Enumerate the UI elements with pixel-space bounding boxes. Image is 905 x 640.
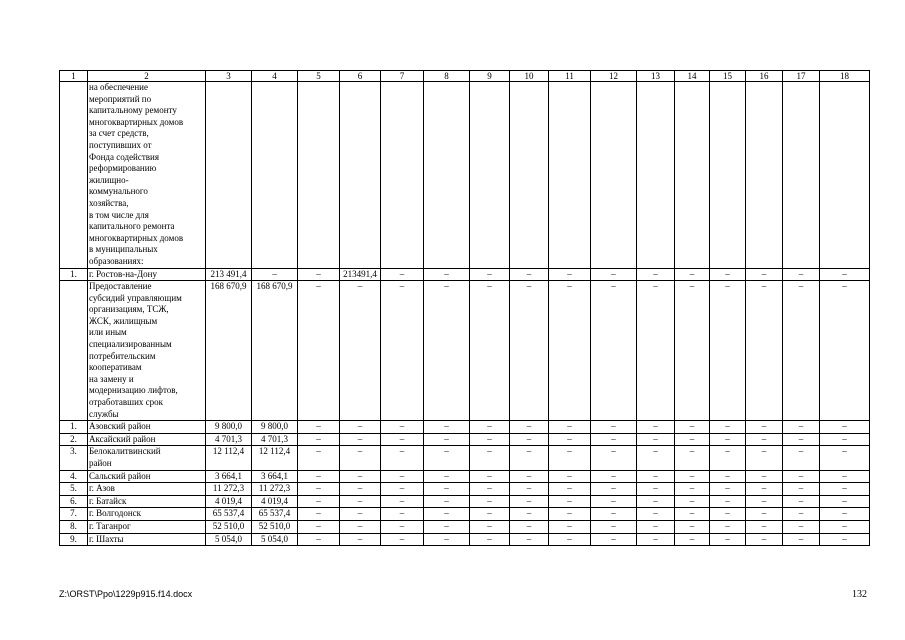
value-cell <box>783 82 820 269</box>
value-cell: – <box>675 470 710 483</box>
value-cell: – <box>591 268 637 281</box>
value-cell: 3 664,1 <box>252 470 298 483</box>
row-name-cell: г. Батайск <box>88 495 206 508</box>
row-name-cell: Азовский район <box>88 421 206 434</box>
value-cell: – <box>710 533 746 546</box>
row-number-cell: 3. <box>60 446 88 470</box>
value-cell <box>298 82 340 269</box>
value-cell <box>675 82 710 269</box>
value-cell: – <box>710 421 746 434</box>
value-cell: – <box>591 433 637 446</box>
table-row <box>60 508 870 521</box>
value-cell: – <box>637 520 675 533</box>
table-row <box>60 495 870 508</box>
value-cell <box>381 82 424 269</box>
value-cell: – <box>820 433 870 446</box>
value-cell: – <box>298 446 340 470</box>
value-cell: – <box>820 533 870 546</box>
row-number-cell: 2. <box>60 433 88 446</box>
row-number-cell: 8. <box>60 520 88 533</box>
header-cell: 9 <box>470 71 510 82</box>
value-cell: – <box>637 508 675 521</box>
value-cell: – <box>549 533 591 546</box>
value-cell: – <box>510 268 549 281</box>
value-cell: – <box>820 281 870 421</box>
value-cell: – <box>820 446 870 470</box>
value-cell <box>252 82 298 269</box>
value-cell: – <box>470 520 510 533</box>
value-cell: – <box>549 446 591 470</box>
value-cell: – <box>549 421 591 434</box>
header-cell: 8 <box>424 71 470 82</box>
row-name-cell: г. Ростов-на-Дону <box>88 268 206 281</box>
value-cell: – <box>820 483 870 496</box>
value-cell <box>710 82 746 269</box>
value-cell: – <box>549 433 591 446</box>
row-number-cell: 6. <box>60 495 88 508</box>
value-cell: – <box>710 470 746 483</box>
value-cell: 12 112,4 <box>252 446 298 470</box>
value-cell: – <box>340 470 381 483</box>
value-cell: – <box>470 268 510 281</box>
value-cell: – <box>591 446 637 470</box>
table-row <box>60 433 870 446</box>
table-row <box>60 446 870 470</box>
value-cell: – <box>675 520 710 533</box>
value-cell: – <box>675 281 710 421</box>
value-cell <box>340 82 381 269</box>
table-row <box>60 268 870 281</box>
value-cell: – <box>746 433 783 446</box>
row-name-cell: г. Азов <box>88 483 206 496</box>
value-cell: – <box>783 495 820 508</box>
value-cell: – <box>591 533 637 546</box>
value-cell: – <box>381 421 424 434</box>
value-cell: – <box>820 495 870 508</box>
value-cell: – <box>746 421 783 434</box>
row-name-cell: г. Шахты <box>88 533 206 546</box>
row-name-cell: Аксайский район <box>88 433 206 446</box>
header-cell: 11 <box>549 71 591 82</box>
value-cell: – <box>424 508 470 521</box>
header-cell: 4 <box>252 71 298 82</box>
value-cell: – <box>298 421 340 434</box>
value-cell: 4 701,3 <box>252 433 298 446</box>
value-cell: – <box>591 520 637 533</box>
value-cell: – <box>510 483 549 496</box>
value-cell <box>746 82 783 269</box>
value-cell: – <box>591 421 637 434</box>
row-name-cell: Белокалитвинский район <box>88 446 206 470</box>
value-cell: – <box>381 495 424 508</box>
value-cell: 9 800,0 <box>206 421 252 434</box>
value-cell: – <box>381 483 424 496</box>
value-cell: – <box>746 470 783 483</box>
value-cell: – <box>298 520 340 533</box>
value-cell <box>549 82 591 269</box>
value-cell: – <box>710 483 746 496</box>
value-cell: – <box>637 281 675 421</box>
value-cell: – <box>637 268 675 281</box>
value-cell: 4 019,4 <box>206 495 252 508</box>
header-cell: 12 <box>591 71 637 82</box>
value-cell: – <box>424 281 470 421</box>
value-cell: – <box>675 446 710 470</box>
value-cell: – <box>746 483 783 496</box>
value-cell: – <box>424 446 470 470</box>
value-cell: – <box>746 281 783 421</box>
value-cell: – <box>675 495 710 508</box>
value-cell: 52 510,0 <box>252 520 298 533</box>
value-cell: – <box>470 446 510 470</box>
value-cell: – <box>820 470 870 483</box>
value-cell: – <box>675 421 710 434</box>
value-cell: – <box>783 281 820 421</box>
value-cell: – <box>820 508 870 521</box>
value-cell: – <box>675 268 710 281</box>
value-cell: – <box>381 446 424 470</box>
table-row <box>60 421 870 434</box>
value-cell: – <box>549 508 591 521</box>
value-cell: – <box>470 533 510 546</box>
header-cell: 6 <box>340 71 381 82</box>
value-cell: – <box>675 433 710 446</box>
value-cell: – <box>637 533 675 546</box>
value-cell: – <box>510 533 549 546</box>
value-cell: – <box>783 483 820 496</box>
value-cell: – <box>820 520 870 533</box>
value-cell: – <box>381 520 424 533</box>
value-cell: 52 510,0 <box>206 520 252 533</box>
header-cell: 16 <box>746 71 783 82</box>
value-cell: – <box>381 533 424 546</box>
page-number: 132 <box>852 589 867 600</box>
value-cell: 3 664,1 <box>206 470 252 483</box>
row-number-cell: 1. <box>60 421 88 434</box>
row-number-cell <box>60 82 88 269</box>
table-header-row <box>60 71 870 82</box>
row-name-cell: г. Таганрог <box>88 520 206 533</box>
header-cell: 17 <box>783 71 820 82</box>
value-cell: – <box>746 508 783 521</box>
value-cell: – <box>746 446 783 470</box>
value-cell: 9 800,0 <box>252 421 298 434</box>
value-cell: – <box>549 470 591 483</box>
table-row <box>60 483 870 496</box>
value-cell: 65 537,4 <box>252 508 298 521</box>
row-number-cell <box>60 281 88 421</box>
value-cell: – <box>710 508 746 521</box>
value-cell: 168 670,9 <box>252 281 298 421</box>
value-cell: – <box>783 520 820 533</box>
value-cell: – <box>510 281 549 421</box>
value-cell: – <box>381 268 424 281</box>
value-cell: – <box>591 483 637 496</box>
header-cell: 13 <box>637 71 675 82</box>
value-cell: – <box>675 533 710 546</box>
value-cell <box>591 82 637 269</box>
value-cell: – <box>710 495 746 508</box>
value-cell: – <box>591 495 637 508</box>
value-cell: – <box>424 268 470 281</box>
value-cell: – <box>710 520 746 533</box>
value-cell <box>206 82 252 269</box>
value-cell: – <box>510 508 549 521</box>
value-cell: – <box>783 446 820 470</box>
value-cell: – <box>675 483 710 496</box>
value-cell: 168 670,9 <box>206 281 252 421</box>
value-cell: – <box>820 421 870 434</box>
value-cell: 4 019,4 <box>252 495 298 508</box>
value-cell: – <box>549 268 591 281</box>
value-cell: – <box>424 483 470 496</box>
value-cell: – <box>710 268 746 281</box>
value-cell: – <box>340 281 381 421</box>
value-cell: – <box>549 520 591 533</box>
value-cell: – <box>340 520 381 533</box>
value-cell: – <box>252 268 298 281</box>
value-cell: – <box>510 421 549 434</box>
value-cell: – <box>510 495 549 508</box>
value-cell: – <box>510 433 549 446</box>
value-cell: – <box>381 470 424 483</box>
value-cell: – <box>340 495 381 508</box>
value-cell: – <box>746 520 783 533</box>
header-cell: 7 <box>381 71 424 82</box>
value-cell: – <box>298 470 340 483</box>
value-cell: – <box>298 483 340 496</box>
table-row <box>60 533 870 546</box>
value-cell: – <box>340 446 381 470</box>
value-cell: – <box>510 520 549 533</box>
value-cell: – <box>746 495 783 508</box>
value-cell: – <box>783 470 820 483</box>
value-cell: – <box>549 495 591 508</box>
header-cell: 18 <box>820 71 870 82</box>
value-cell: – <box>637 433 675 446</box>
value-cell: 4 701,3 <box>206 433 252 446</box>
value-cell: – <box>510 446 549 470</box>
value-cell: – <box>470 508 510 521</box>
row-number-cell: 9. <box>60 533 88 546</box>
value-cell: – <box>746 533 783 546</box>
value-cell: – <box>340 433 381 446</box>
table-row <box>60 82 870 269</box>
table-row <box>60 281 870 421</box>
value-cell <box>637 82 675 269</box>
value-cell: – <box>424 433 470 446</box>
value-cell: – <box>591 281 637 421</box>
value-cell: 11 272,3 <box>206 483 252 496</box>
value-cell: – <box>298 533 340 546</box>
value-cell <box>424 82 470 269</box>
value-cell: – <box>381 508 424 521</box>
value-cell: – <box>637 446 675 470</box>
value-cell: – <box>298 495 340 508</box>
value-cell: – <box>637 483 675 496</box>
value-cell: – <box>470 281 510 421</box>
value-cell: – <box>298 508 340 521</box>
row-number-cell: 5. <box>60 483 88 496</box>
value-cell: – <box>675 508 710 521</box>
value-cell: – <box>783 433 820 446</box>
value-cell: – <box>424 520 470 533</box>
header-cell: 3 <box>206 71 252 82</box>
table-row <box>60 520 870 533</box>
value-cell: – <box>340 421 381 434</box>
value-cell: – <box>746 268 783 281</box>
value-cell: 5 054,0 <box>252 533 298 546</box>
value-cell: 11 272,3 <box>252 483 298 496</box>
row-number-cell: 4. <box>60 470 88 483</box>
value-cell: – <box>424 421 470 434</box>
header-cell: 10 <box>510 71 549 82</box>
value-cell: – <box>783 508 820 521</box>
row-name-cell: Сальский район <box>88 470 206 483</box>
value-cell: – <box>783 533 820 546</box>
value-cell: – <box>710 281 746 421</box>
value-cell: – <box>470 421 510 434</box>
value-cell: – <box>470 495 510 508</box>
header-cell: 2 <box>88 71 206 82</box>
value-cell: – <box>381 433 424 446</box>
value-cell: – <box>710 446 746 470</box>
row-number-cell: 1. <box>60 268 88 281</box>
value-cell <box>470 82 510 269</box>
row-number-cell: 7. <box>60 508 88 521</box>
value-cell: – <box>470 483 510 496</box>
row-name-cell: г. Волгодонск <box>88 508 206 521</box>
value-cell: – <box>298 268 340 281</box>
row-name-cell: на обеспечение мероприятий по капитальному ремонту многоквартирных домов за счет средств, поступивших от Фонда содействия реформированию жилищно- коммунального хозяйства, в том числе для капитального ремонта многоквартирных домов в муниципальных образованиях: <box>88 82 206 269</box>
value-cell: – <box>424 470 470 483</box>
table-row <box>60 470 870 483</box>
value-cell: 213491,4 <box>340 268 381 281</box>
budget-table <box>59 70 870 546</box>
value-cell <box>820 82 870 269</box>
value-cell: – <box>424 495 470 508</box>
row-name-cell: Предоставление субсидий управляющим организациям, ТСЖ, ЖСК, жилищным или иным специализированным потребительским кооперативам на замену и модернизацию лифтов, отработавших срок службы <box>88 281 206 421</box>
value-cell: – <box>637 495 675 508</box>
value-cell: – <box>637 421 675 434</box>
value-cell: – <box>381 281 424 421</box>
value-cell: – <box>591 470 637 483</box>
value-cell: – <box>591 508 637 521</box>
header-cell: 5 <box>298 71 340 82</box>
value-cell: 65 537,4 <box>206 508 252 521</box>
value-cell: 12 112,4 <box>206 446 252 470</box>
value-cell: – <box>710 433 746 446</box>
value-cell: – <box>470 433 510 446</box>
value-cell: – <box>510 470 549 483</box>
value-cell: 5 054,0 <box>206 533 252 546</box>
value-cell: – <box>549 281 591 421</box>
value-cell: – <box>340 508 381 521</box>
value-cell: 213 491,4 <box>206 268 252 281</box>
value-cell: – <box>340 533 381 546</box>
value-cell: – <box>340 483 381 496</box>
value-cell: – <box>783 268 820 281</box>
value-cell: – <box>298 281 340 421</box>
value-cell <box>510 82 549 269</box>
value-cell: – <box>298 433 340 446</box>
header-cell: 15 <box>710 71 746 82</box>
header-cell: 14 <box>675 71 710 82</box>
value-cell: – <box>549 483 591 496</box>
value-cell: – <box>637 470 675 483</box>
value-cell: – <box>424 533 470 546</box>
value-cell: – <box>470 470 510 483</box>
footer-file-path: Z:\ORST\Ppo\1229p915.f14.docx <box>59 589 193 599</box>
value-cell: – <box>820 268 870 281</box>
value-cell: – <box>783 421 820 434</box>
header-cell: 1 <box>60 71 88 82</box>
